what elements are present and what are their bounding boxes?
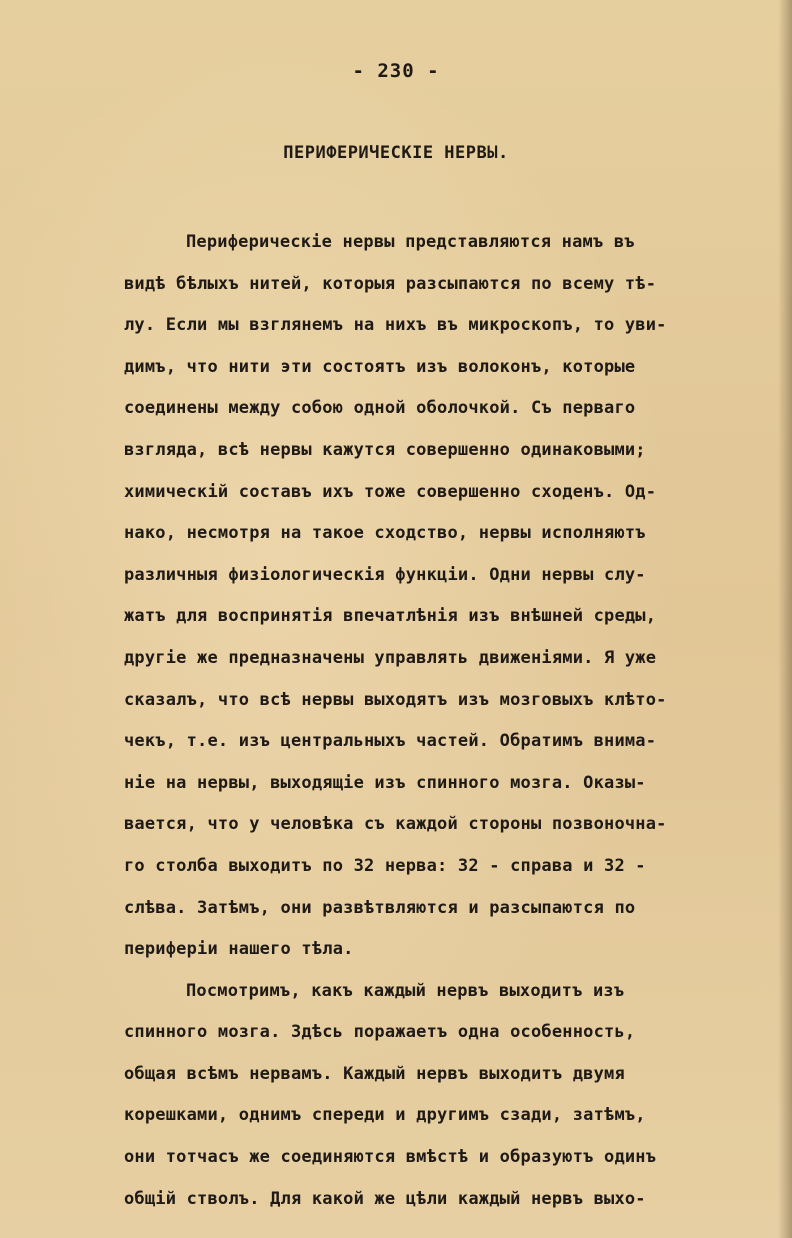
text-line: Периферическiе нервы представляются намъ въ <box>186 232 635 252</box>
body-text <box>124 222 774 1220</box>
text-line: корешками, однимъ спереди и другимъ сзади, затѣмъ, <box>124 1105 646 1126</box>
text-line: различныя физiологическiя функцiи. Одни нервы слу- <box>124 564 646 585</box>
text-line: другiе же предназначены управлять движенiями. Я уже <box>124 647 657 668</box>
text-line: го столба выходитъ по 32 нерва: 32 - справа и 32 - <box>124 855 646 876</box>
text-line: нако, несмотря на такое сходство, нервы исполняютъ <box>124 523 646 544</box>
text-line: жатъ для воспринятiя впечатлѣнiя изъ внѣшней среды, <box>124 606 657 627</box>
text-line: общая всѣмъ нервамъ. Каждый нервъ выходитъ двумя <box>124 1063 625 1084</box>
text-line: спинного мозга. Здѣсь поражаетъ одна особенность, <box>124 1022 636 1043</box>
page-edge-shadow <box>778 0 792 1238</box>
text-line: видѣ бѣлыхъ нитей, которыя разсыпаются по всему тѣ- <box>124 273 657 294</box>
text-line: лу. Если мы взглянемъ на нихъ въ микроскопъ, то уви- <box>124 315 667 336</box>
text-line: соединены между собою одной оболочкой. Съ перваго <box>124 398 636 419</box>
section-heading: ПЕРИФЕРИЧЕСКIЕ НЕРВЫ. <box>283 143 509 163</box>
page-number: - 230 - <box>352 60 440 82</box>
text-line: химическiй составъ ихъ тоже совершенно сходенъ. Од- <box>124 481 657 502</box>
text-line: нiе на нервы, выходящiе изъ спинного мозга. Оказы- <box>124 772 646 793</box>
text-line: периферiи нашего тѣла. <box>124 939 354 960</box>
text-line: вается, что у человѣка съ каждой стороны позвоночна- <box>124 814 667 835</box>
text-line: Посмотримъ, какъ каждый нервъ выходитъ изъ <box>186 980 625 1001</box>
text-line: взгляда, всѣ нервы кажутся совершенно одинаковыми; <box>124 439 646 460</box>
text-line: чекъ, т.е. изъ центральныхъ частей. Обратимъ внима- <box>124 731 657 752</box>
text-line: димъ, что нити эти состоятъ изъ волоконъ, которые <box>124 356 636 377</box>
text-line: слѣва. Затѣмъ, они развѣтвляются и разсыпаются по <box>124 897 636 918</box>
text-line: сказалъ, что всѣ нервы выходятъ изъ мозговыхъ клѣто- <box>124 689 667 710</box>
text-line: общiй стволъ. Для какой же цѣли каждый нервъ выхо- <box>124 1188 646 1209</box>
text-line: они тотчасъ же соединяются вмѣстѣ и образуютъ одинъ <box>124 1147 657 1168</box>
